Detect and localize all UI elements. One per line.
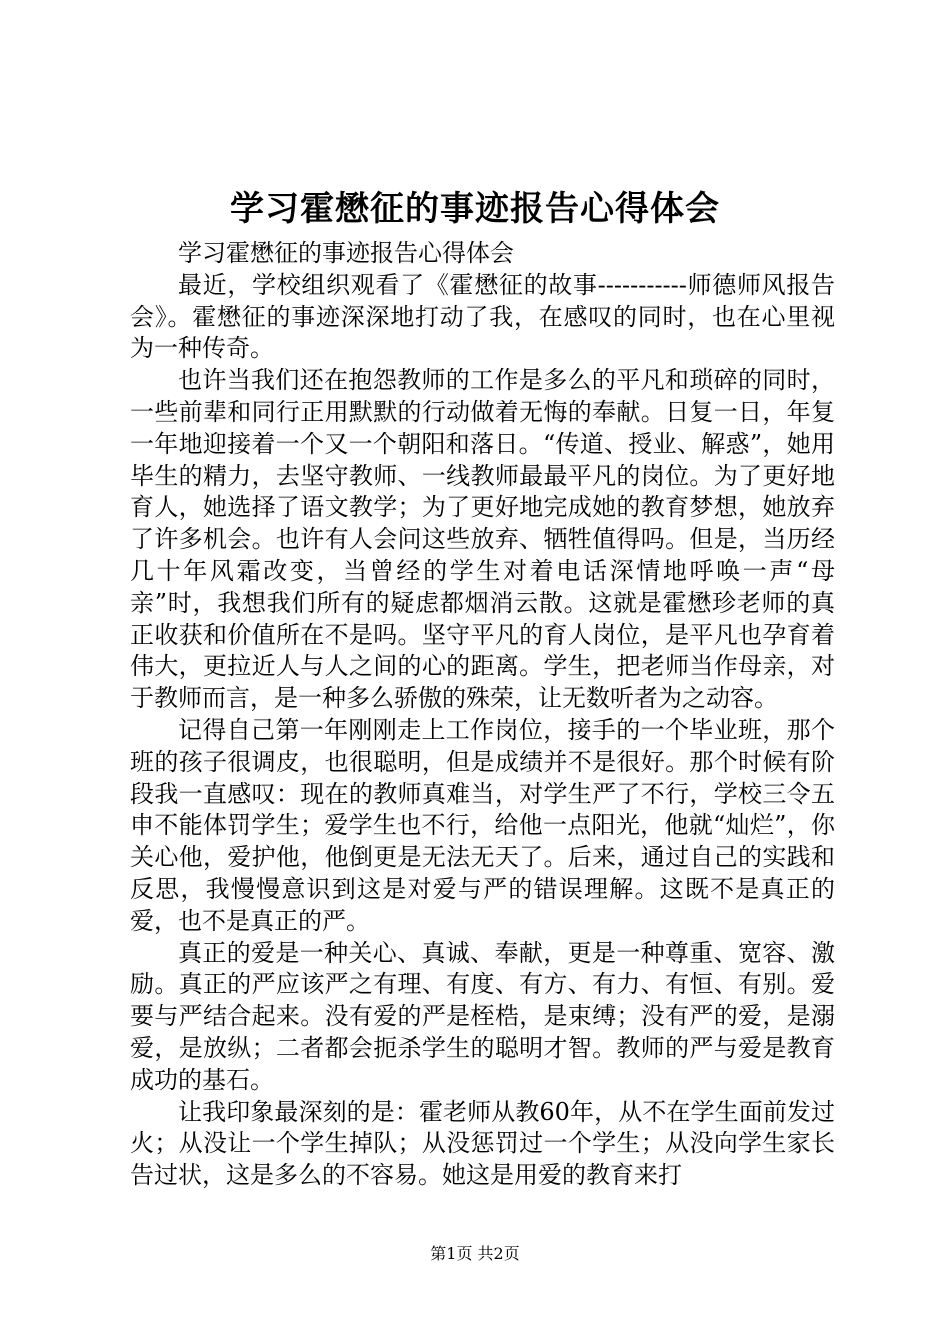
paragraph-5: 让我印象最深刻的是：霍老师从教60年，从不在学生面前发过火；从没让一个学生掉队；从没惩罚过一个学生；从没向学生家长告过状，这是多么的不容易。她这是用爱的教育来打 xyxy=(130,1097,835,1190)
paragraph-4: 真正的爱是一种关心、真诚、奉献，更是一种尊重、宽容、激励。真正的严应该严之有理、有度、有方、有力、有恒、有别。爱要与严结合起来。没有爱的严是桎梏，是束缚；没有严的爱，是溺爱，是放纵；二者都会扼杀学生的聪明才智。教师的严与爱是教育成功的基石。 xyxy=(130,938,835,1094)
document-body xyxy=(130,238,835,1192)
paragraph-2: 也许当我们还在抱怨教师的工作是多么的平凡和琐碎的同时，一些前辈和同行正用默默的行动做着无悔的奉献。日复一日，年复一年地迎接着一个又一个朝阳和落日。“传道、授业、解惑”，她用毕生的精力，去坚守教师、一线教师最最平凡的岗位。为了更好地育人，她选择了语文教学；为了更好地完成她的教育梦想，她放弃了许多机会。也许有人会问这些放弃、牺牲值得吗。但是，当历经几十年风霜改变，当曾经的学生对着电话深情地呼唤一声“母亲”时，我想我们所有的疑虑都烟消云散。这就是霍懋珍老师的真正收获和价值所在不是吗。坚守平凡的育人岗位，是平凡也孕育着伟大，更拉近人与人之间的心的距离。学生，把老师当作母亲，对于教师而言，是一种多么骄傲的殊荣，让无数听者为之动容。 xyxy=(130,366,835,713)
paragraph-subtitle: 学习霍懋征的事迹报告心得体会 xyxy=(178,239,514,267)
page-footer: 第1页 共2页 xyxy=(430,1244,520,1263)
paragraph-1: 最近，学校组织观看了《霍懋征的故事-----------师德师风报告会》。霍懋征的事迹深深地打动了我，在感叹的同时，也在心里视为一种传奇。 xyxy=(130,270,835,363)
paragraph-3: 记得自己第一年刚刚走上工作岗位，接手的一个毕业班，那个班的孩子很调皮，也很聪明，但是成绩并不是很好。那个时候有阶段我一直感叹：现在的教师真难当，对学生严了不行，学校三令五申不能体罚学生；爱学生也不行，给他一点阳光，他就“灿烂”，你关心他，爱护他，他倒更是无法无天了。后来，通过自己的实践和反思，我慢慢意识到这是对爱与严的错误理解。这既不是真正的爱，也不是真正的严。 xyxy=(130,715,835,935)
document-title: 学习霍懋征的事迹报告心得体会 xyxy=(230,189,720,229)
